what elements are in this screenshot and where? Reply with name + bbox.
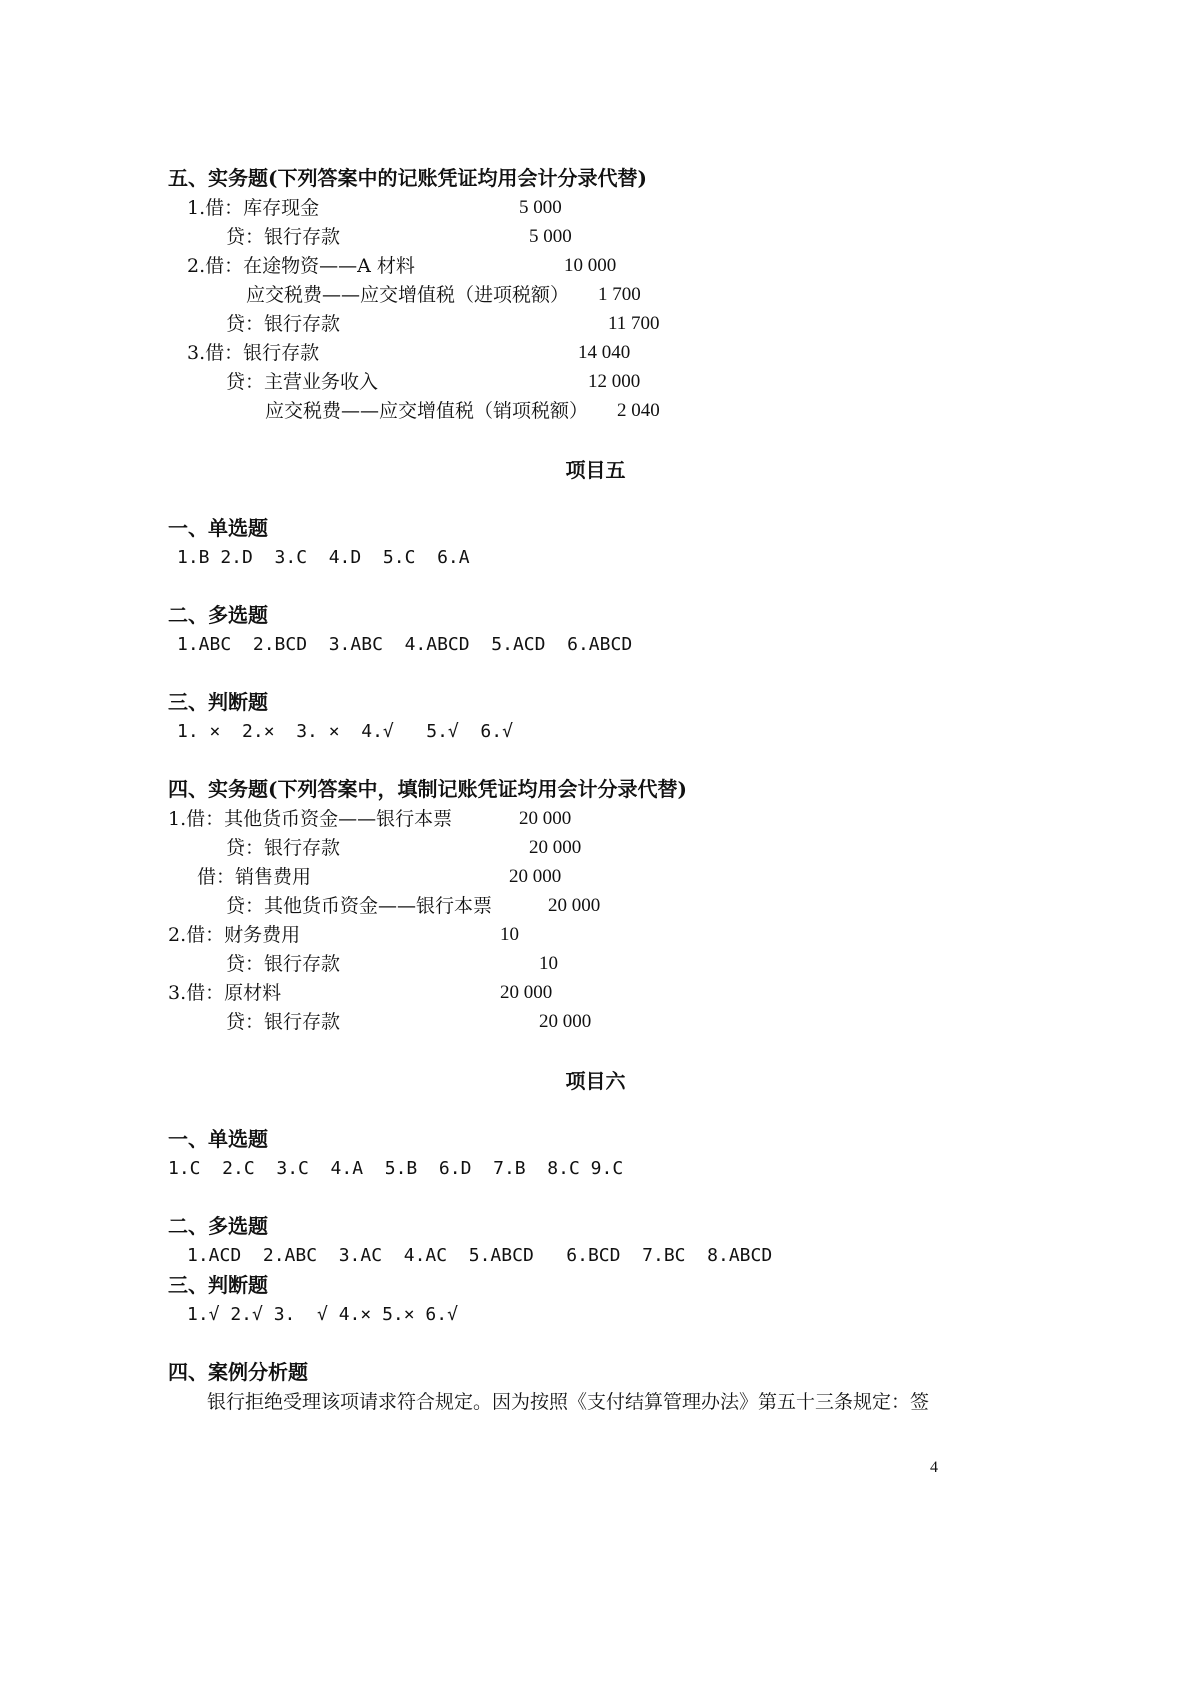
entry-text: 2.借：财务费用: [168, 924, 301, 946]
entry-amount: 10: [500, 924, 519, 945]
section-heading: 一、单选题: [168, 1127, 268, 1151]
answer-line: 1.√ 2.√ 3. √ 4.× 5.× 6.√: [187, 1304, 458, 1325]
answer-line: 1.ABC 2.BCD 3.ABC 4.ABCD 5.ACD 6.ABCD: [177, 634, 633, 655]
section-heading: 四、案例分析题: [168, 1360, 308, 1384]
entry-amount: 10 000: [564, 255, 617, 276]
entry-text: 借：销售费用: [197, 866, 312, 888]
section-heading: 三、判断题: [168, 690, 268, 714]
entry-text: 贷：银行存款: [226, 313, 341, 335]
answer-line: 1.C 2.C 3.C 4.A 5.B 6.D 7.B 8.C 9.C: [168, 1158, 624, 1179]
entry-text: 贷：其他货币资金——银行本票: [226, 895, 493, 917]
entry-amount: 5 000: [529, 226, 572, 247]
entry-amount: 11 700: [608, 313, 660, 334]
entry-text: 贷：银行存款: [226, 837, 341, 859]
section-heading: 三、判断题: [168, 1273, 268, 1297]
section-heading: 一、单选题: [168, 516, 268, 540]
answer-line: 1.ACD 2.ABC 3.AC 4.AC 5.ABCD 6.BCD 7.BC 8.ABCD: [187, 1245, 773, 1266]
answer-line: 1.B 2.D 3.C 4.D 5.C 6.A: [177, 547, 470, 568]
entry-text: 1.借：其他货币资金——银行本票: [168, 808, 453, 830]
answer-line: 1. × 2.× 3. × 4.√ 5.√ 6.√: [177, 721, 513, 742]
entry-amount: 5 000: [519, 197, 562, 218]
entry-amount: 20 000: [500, 982, 553, 1003]
entry-text: 3.借：原材料: [168, 982, 282, 1004]
section-heading: 四、实务题(下列答案中，填制记账凭证均用会计分录代替): [168, 777, 687, 801]
entry-amount: 2 040: [617, 400, 660, 421]
entry-amount: 14 040: [578, 342, 631, 363]
entry-text: 应交税费——应交增值税（进项税额）: [246, 284, 570, 306]
project-title: 项目五: [565, 458, 626, 482]
entry-text: 贷：银行存款: [226, 953, 341, 975]
entry-text: 贷：银行存款: [226, 1011, 341, 1033]
entry-amount: 12 000: [588, 371, 641, 392]
entry-amount: 20 000: [519, 808, 572, 829]
entry-text: 1.借：库存现金: [187, 197, 320, 219]
entry-text: 应交税费——应交增值税（销项税额）: [265, 400, 589, 422]
entry-text: 3.借：银行存款: [187, 342, 320, 364]
entry-amount: 10: [539, 953, 558, 974]
entry-text: 贷：主营业务收入: [226, 371, 379, 393]
section-heading: 二、多选题: [168, 603, 268, 627]
entry-amount: 20 000: [539, 1011, 592, 1032]
entry-amount: 20 000: [529, 837, 582, 858]
entry-amount: 1 700: [598, 284, 641, 305]
entry-amount: 20 000: [548, 895, 601, 916]
page-number: 4: [930, 1459, 938, 1476]
entry-text: 2.借：在途物资——A 材料: [187, 255, 415, 277]
section-heading: 五、实务题(下列答案中的记账凭证均用会计分录代替): [168, 166, 647, 190]
entry-amount: 20 000: [509, 866, 562, 887]
project-title: 项目六: [565, 1069, 626, 1093]
section-heading: 二、多选题: [168, 1214, 268, 1238]
entry-text: 贷：银行存款: [226, 226, 341, 248]
case-paragraph: 银行拒绝受理该项请求符合规定。因为按照《支付结算管理办法》第五十三条规定：签: [207, 1391, 930, 1413]
